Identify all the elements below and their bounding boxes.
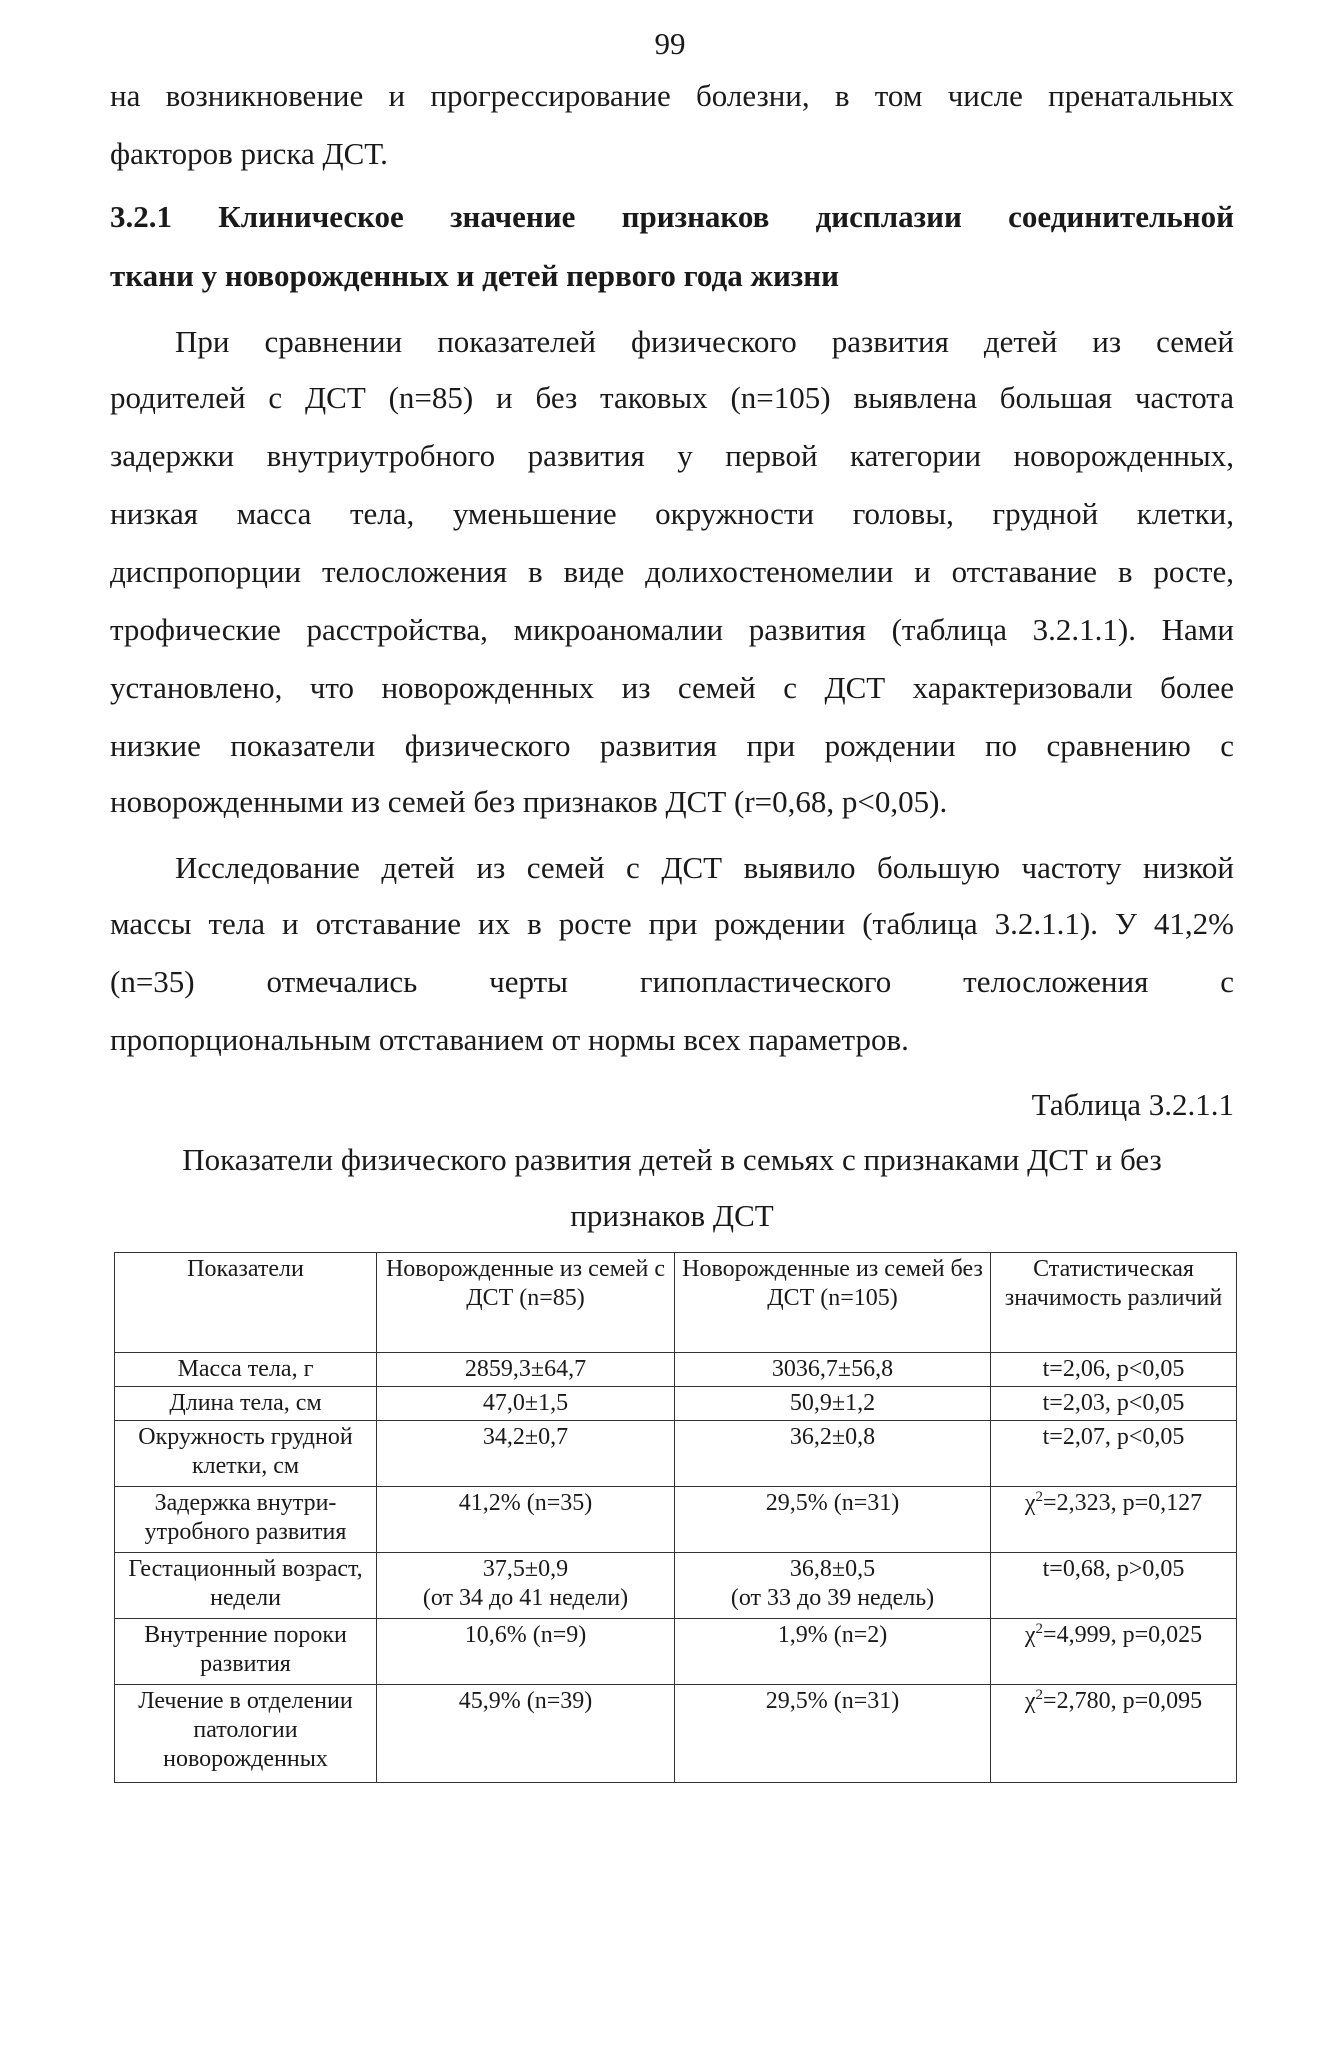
intro-line-2: факторов риска ДСТ.	[110, 136, 388, 171]
row-indicator: Гестационный возраст, недели	[115, 1553, 377, 1619]
table-label: Таблица 3.2.1.1	[1031, 1087, 1234, 1122]
cell-dst-main: 37,5±0,9	[482, 1556, 569, 1582]
paragraph1-line-3: задержки внутриутробного развития у первой категории новорожденных,	[110, 438, 1234, 473]
cell-no-dst: 29,5% (n=31)	[675, 1685, 991, 1783]
cell-dst: 45,9% (n=39)	[377, 1685, 675, 1783]
cell-no-dst: 1,9% (n=2)	[675, 1619, 991, 1685]
stat-value: =2,323, p=0,127	[1043, 1490, 1203, 1516]
column-header-dst: Новорожденные из семей с ДСТ (n=85)	[377, 1253, 675, 1353]
chi-exponent: 2	[1035, 1489, 1044, 1505]
row-indicator: Масса тела, г	[115, 1353, 377, 1387]
cell-no-dst-range: (от 33 до 39 недель)	[730, 1585, 935, 1611]
cell-dst: 41,2% (n=35)	[377, 1487, 675, 1553]
physical-development-table	[114, 1252, 1237, 1783]
cell-dst-range: (от 34 до 41 недели)	[422, 1585, 629, 1611]
cell-no-dst: 50,9±1,2	[675, 1387, 991, 1421]
row-indicator: Задержка внутри-утробного развития	[115, 1487, 377, 1553]
page-number: 99	[654, 26, 686, 61]
paragraph1-line-8: низкие показатели физического развития при рождении по сравнению с	[110, 728, 1234, 763]
row-indicator: Окружность грудной клетки, см	[115, 1421, 377, 1487]
paragraph2-line-2: массы тела и отставание их в росте при рождении (таблица 3.2.1.1). У 41,2%	[110, 906, 1234, 941]
cell-dst: 47,0±1,5	[377, 1387, 675, 1421]
section-heading-line-1: 3.2.1 Клиническое значение признаков дисплазии соединительной	[110, 199, 1234, 234]
column-header-indicator: Показатели	[115, 1253, 377, 1353]
cell-no-dst: 29,5% (n=31)	[675, 1487, 991, 1553]
table-header-row	[115, 1253, 1237, 1353]
column-header-significance: Статистическая значимость различий	[991, 1253, 1237, 1353]
intro-line-1: на возникновение и прогрессирование болезни, в том числе пренатальных	[110, 78, 1234, 113]
table-caption-line-1: Показатели физического развития детей в семьях с признаками ДСТ и без	[182, 1142, 1162, 1177]
chi-symbol: χ	[1024, 1490, 1036, 1516]
stat-value: =2,780, p=0,095	[1043, 1688, 1203, 1714]
paragraph1-line-2: родителей с ДСТ (n=85) и без таковых (n=105) выявлена большая частота	[110, 380, 1234, 415]
table-row	[115, 1619, 1237, 1685]
row-indicator: Внутренние пороки развития	[115, 1619, 377, 1685]
cell-significance	[991, 1619, 1237, 1685]
cell-significance	[991, 1487, 1237, 1553]
cell-dst	[377, 1553, 675, 1619]
paragraph1-line-9: новорожденными из семей без признаков ДСТ (r=0,68, p<0,05).	[110, 784, 948, 819]
table-row	[115, 1421, 1237, 1487]
cell-significance: t=0,68, p>0,05	[991, 1553, 1237, 1619]
paragraph2-line-1: Исследование детей из семей с ДСТ выявило большую частоту низкой	[175, 850, 1234, 885]
cell-dst: 34,2±0,7	[377, 1421, 675, 1487]
paragraph2-line-3: (n=35) отмечались черты гипопластического телосложения с	[110, 964, 1234, 999]
paragraph1-line-5: диспропорции телосложения в виде долихостеномелии и отставание в росте,	[110, 554, 1234, 589]
chi-exponent: 2	[1035, 1621, 1044, 1637]
table-row	[115, 1387, 1237, 1421]
cell-dst: 10,6% (n=9)	[377, 1619, 675, 1685]
row-indicator: Лечение в отделении патологии новорожденных	[115, 1685, 377, 1783]
table-row	[115, 1353, 1237, 1387]
column-header-no-dst: Новорожденные из семей без ДСТ (n=105)	[675, 1253, 991, 1353]
paragraph1-line-6: трофические расстройства, микроаномалии развития (таблица 3.2.1.1). Нами	[110, 612, 1234, 647]
cell-significance: t=2,07, p<0,05	[991, 1421, 1237, 1487]
cell-significance: t=2,03, p<0,05	[991, 1387, 1237, 1421]
cell-significance	[991, 1685, 1237, 1783]
cell-no-dst: 3036,7±56,8	[675, 1353, 991, 1387]
cell-no-dst-main: 36,8±0,5	[789, 1556, 876, 1582]
paragraph1-line-1: При сравнении показателей физического развития детей из семей	[175, 324, 1234, 359]
table-row	[115, 1487, 1237, 1553]
paragraph1-line-4: низкая масса тела, уменьшение окружности головы, грудной клетки,	[110, 496, 1234, 531]
table-row	[115, 1553, 1237, 1619]
cell-no-dst	[675, 1553, 991, 1619]
cell-no-dst: 36,2±0,8	[675, 1421, 991, 1487]
chi-symbol: χ	[1024, 1622, 1036, 1648]
cell-significance: t=2,06, p<0,05	[991, 1353, 1237, 1387]
paragraph2-line-4: пропорциональным отставанием от нормы всех параметров.	[110, 1022, 909, 1057]
section-heading-line-2: ткани у новорожденных и детей первого года жизни	[110, 258, 839, 293]
table-row	[115, 1685, 1237, 1783]
cell-dst: 2859,3±64,7	[377, 1353, 675, 1387]
chi-exponent: 2	[1035, 1687, 1044, 1703]
row-indicator: Длина тела, см	[115, 1387, 377, 1421]
stat-value: =4,999, p=0,025	[1043, 1622, 1203, 1648]
chi-symbol: χ	[1024, 1688, 1036, 1714]
table-caption-line-2: признаков ДСТ	[570, 1198, 774, 1233]
paragraph1-line-7: установлено, что новорожденных из семей с ДСТ характеризовали более	[110, 670, 1234, 705]
